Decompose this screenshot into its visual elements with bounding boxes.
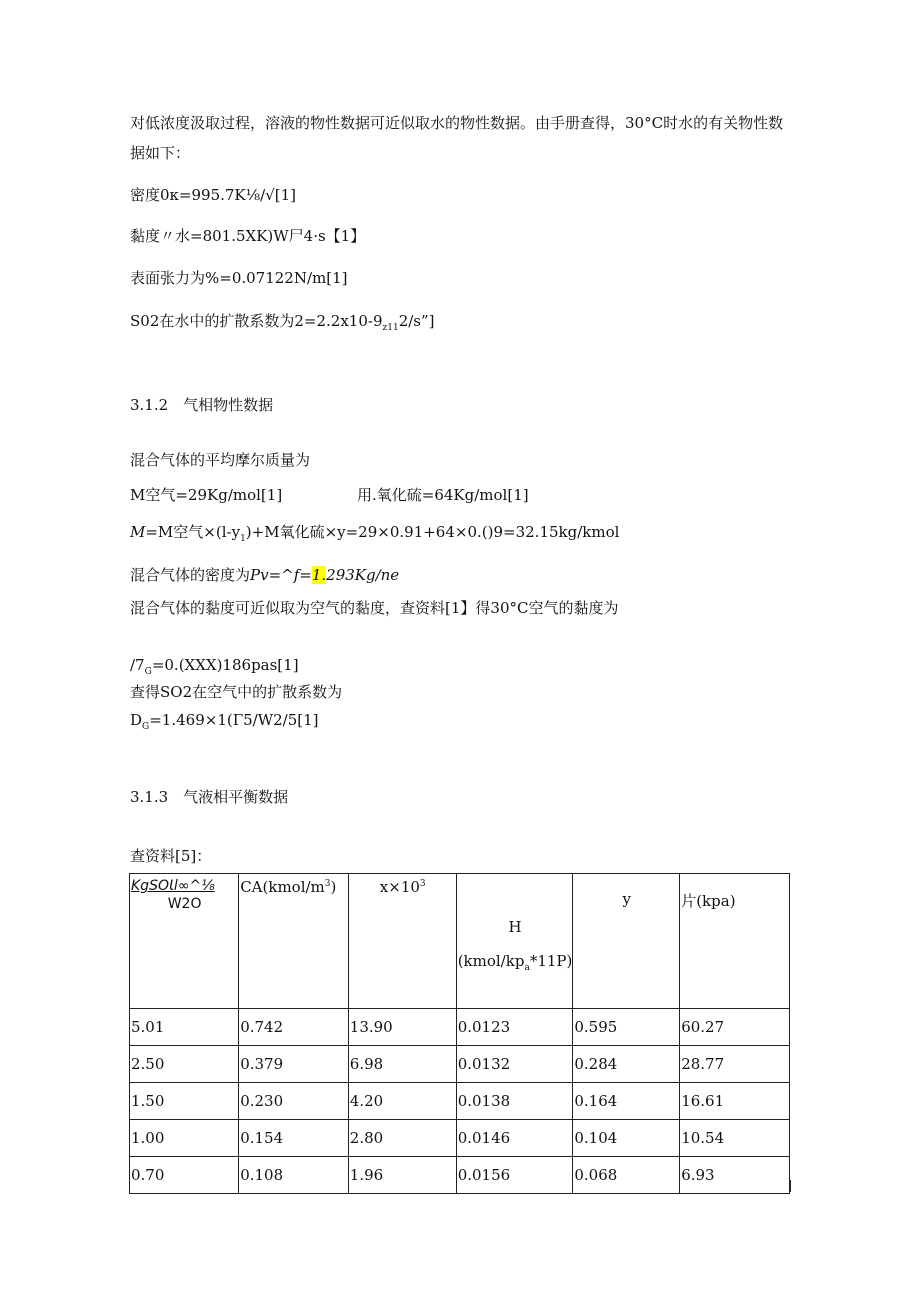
cell-kg-so2: 1.00 [130,1120,239,1157]
gas-viscosity-title: 混合气体的黏度可近似取为空气的黏度，查资料[1】得30°C空气的黏度为 [130,599,619,617]
gas-diffusion-value: =1.469×1(Γ5∕W2∕5[1] [149,711,319,729]
section-3-1-2-heading: 3.1.2 气相物性数据 [130,396,274,414]
cell-p: 16.61 [680,1083,790,1120]
cell-x: 1.96 [348,1157,456,1194]
gas-density-label: 混合气体的密度为 [130,566,251,584]
intro-line-2: 据如下： [130,144,191,162]
gas-diffusion-symbol: D [130,711,143,729]
molar-mass-calc [130,522,619,549]
gas-viscosity [130,655,299,682]
header-h-units-a: (kmol∕kp [457,952,525,970]
gas-viscosity-symbol: /7 [130,656,145,674]
header-y: y [573,874,680,1009]
cell-h: 0.0138 [456,1083,573,1120]
cell-ca: 0.230 [239,1083,349,1120]
cell-kg-so2: 5.01 [130,1009,239,1046]
cell-y: 0.164 [573,1083,680,1120]
cell-ca: 0.154 [239,1120,349,1157]
molar-mass-calc-part2: )+M氧化硫×y=29×0.91+64×0.()9=32.15kg/kmol [245,523,620,541]
gas-viscosity-value: =0.(XXX)186pas[1] [151,656,299,674]
gas-density-formula: Pv=^f= [250,566,312,584]
cell-x: 4.20 [348,1083,456,1120]
cell-kg-so2: 0.70 [130,1157,239,1194]
cell-x: 13.90 [348,1009,456,1046]
so2-water-diffusion-end: 2∕s”] [398,312,435,330]
header-h [456,874,573,1009]
cell-ca: 0.379 [239,1046,349,1083]
cell-p: 60.27 [680,1009,790,1046]
cell-x: 2.80 [348,1120,456,1157]
water-surface-tension: 表面张力为%=0.07122N∕m[1] [130,269,348,287]
equilibrium-table [129,873,790,1194]
cell-h: 0.0132 [456,1046,573,1083]
header-p: 片(kpa) [680,874,790,1009]
header-kg-so2-top: KgSOƖl∞^⅛ [131,878,215,894]
molar-mass-calc-sub: 1 [240,534,246,544]
header-x-label: x×10 [379,878,420,896]
header-ca-label: CA(kmol∕m [240,878,325,896]
cell-p: 10.54 [680,1120,790,1157]
header-h-units-c: *11P) [529,952,573,970]
gas-viscosity-sub: G [144,667,152,677]
table-row [130,1120,790,1157]
table-row [130,1009,790,1046]
gas-diffusion-sub: G [142,722,150,732]
table-row [130,1083,790,1120]
cell-ca: 0.742 [239,1009,349,1046]
so2-water-diffusion [130,311,435,338]
molar-mass-title: 混合气体的平均摩尔质量为 [130,451,311,469]
header-ca-end: ) [330,878,337,896]
table-header-row [130,874,790,1009]
header-x [348,874,456,1009]
table-edge-right [790,1180,791,1192]
intro-line-1: 对低浓度汲取过程，溶液的物性数据可近似取水的物性数据。由手册查得，30°C时水的有关物性数 [130,114,784,132]
cell-ca: 0.108 [239,1157,349,1194]
cell-h: 0.0146 [456,1120,573,1157]
gas-density-value: 293Kg∕ne [326,566,400,584]
cell-y: 0.595 [573,1009,680,1046]
cell-p: 28.77 [680,1046,790,1083]
gas-diffusion [130,710,319,737]
cell-p: 6.93 [680,1157,790,1194]
molar-mass-so2: 用.氧化硫=64Kg∕mol[1] [357,486,529,504]
cell-x: 6.98 [348,1046,456,1083]
molar-mass-symbol: M [130,523,146,541]
cell-h: 0.0123 [456,1009,573,1046]
gas-diffusion-title: 查得SO2在空气中的扩散系数为 [130,683,343,701]
header-ca [239,874,349,1009]
section-3-1-3-heading: 3.1.3 气液相平衡数据 [130,788,289,806]
cell-y: 0.284 [573,1046,680,1083]
gas-density [130,565,399,585]
table-body [130,1009,790,1194]
water-viscosity: 黏度〃水=801.5XK)W尸4·s【1】 [130,227,366,245]
table-edge-left [129,1180,130,1192]
header-kg-so2-bottom: W2O [167,896,202,912]
cell-y: 0.068 [573,1157,680,1194]
cell-h: 0.0156 [456,1157,573,1194]
gas-density-highlight: 1. [311,566,327,584]
so2-water-diffusion-sub: z11 [382,323,399,333]
molar-mass-calc-part1: =M空气×(l-y [145,523,241,541]
header-x-sup: 3 [419,879,426,889]
header-h-units [458,936,573,973]
table-row [130,1046,790,1083]
water-density: 密度0κ=995.7K⅛∕√[1] [130,186,297,204]
cell-kg-so2: 1.50 [130,1083,239,1120]
header-h-units-sub: a [524,963,530,973]
so2-water-diffusion-main: S02在水中的扩散系数为2=2.2x10-9 [130,312,383,330]
molar-mass-air: M空气=29Kg/mol[1] [130,486,283,504]
header-kg-so2 [130,874,239,1009]
cell-y: 0.104 [573,1120,680,1157]
equilibrium-source: 查资料[5]： [130,847,212,865]
header-h-symbol: H [508,918,522,936]
table-row [130,1157,790,1194]
header-ca-sup: 3 [324,879,331,889]
cell-kg-so2: 2.50 [130,1046,239,1083]
